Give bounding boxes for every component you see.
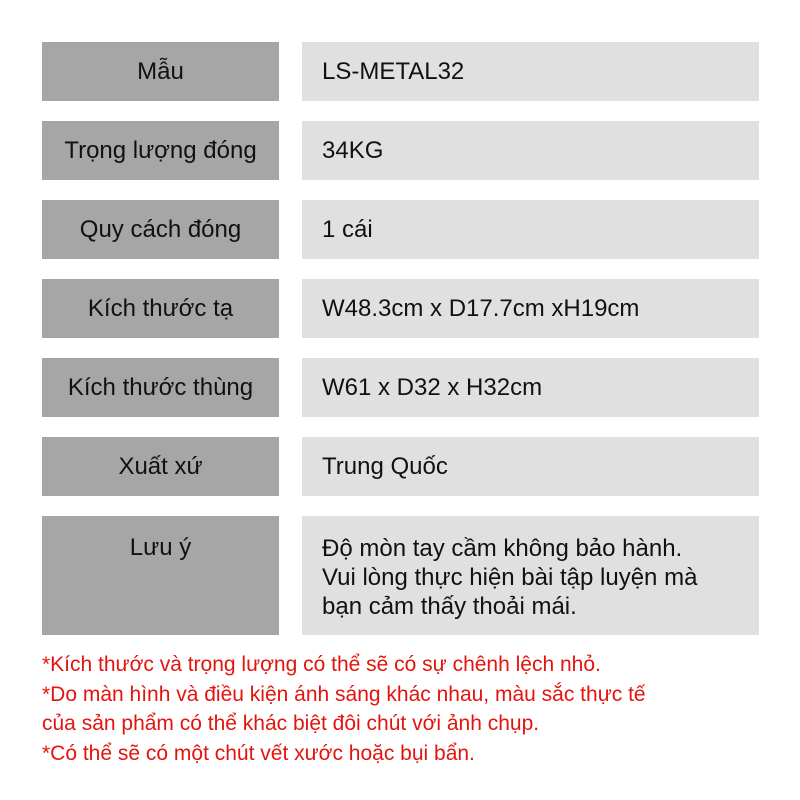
spec-row-packing [42,200,759,259]
spec-label: Trọng lượng đóng [42,121,279,180]
spec-value-line: bạn cảm thấy thoải mái. [322,593,577,620]
spec-label: Lưu ý [42,516,279,635]
spec-value: W48.3cm x D17.7cm xH19cm [302,279,759,338]
spec-value-line: Độ mòn tay cầm không bảo hành. [322,535,683,562]
spec-row-note [42,516,759,635]
spec-label: Mẫu [42,42,279,101]
disclaimer-line: *Do màn hình và điều kiện ánh sáng khác nhau, màu sắc thực tế [42,682,646,706]
spec-label: Kích thước thùng [42,358,279,417]
spec-value: LS-METAL32 [302,42,759,101]
spec-label: Quy cách đóng [42,200,279,259]
spec-value-line: Vui lòng thực hiện bài tập luyện mà [322,564,698,591]
spec-row-origin [42,437,759,496]
spec-label: Xuất xứ [42,437,279,496]
disclaimer-line: *Kích thước và trọng lượng có thể sẽ có sự chênh lệch nhỏ. [42,653,601,676]
spec-row-model [42,42,759,101]
disclaimer-notes [42,650,762,768]
spec-label: Kích thước tạ [42,279,279,338]
spec-row-weight-size [42,279,759,338]
spec-row-box-size [42,358,759,417]
spec-value-multiline [302,516,759,635]
spec-row-packed-weight [42,121,759,180]
spec-table [42,42,759,635]
spec-value: W61 x D32 x H32cm [302,358,759,417]
disclaimer-line: *Có thể sẽ có một chút vết xước hoặc bụi bẩn. [42,741,475,765]
spec-value: 34KG [302,121,759,180]
disclaimer-line: của sản phẩm có thể khác biệt đôi chút với ảnh chụp. [42,712,540,735]
spec-value: Trung Quốc [302,437,759,496]
spec-value: 1 cái [302,200,759,259]
